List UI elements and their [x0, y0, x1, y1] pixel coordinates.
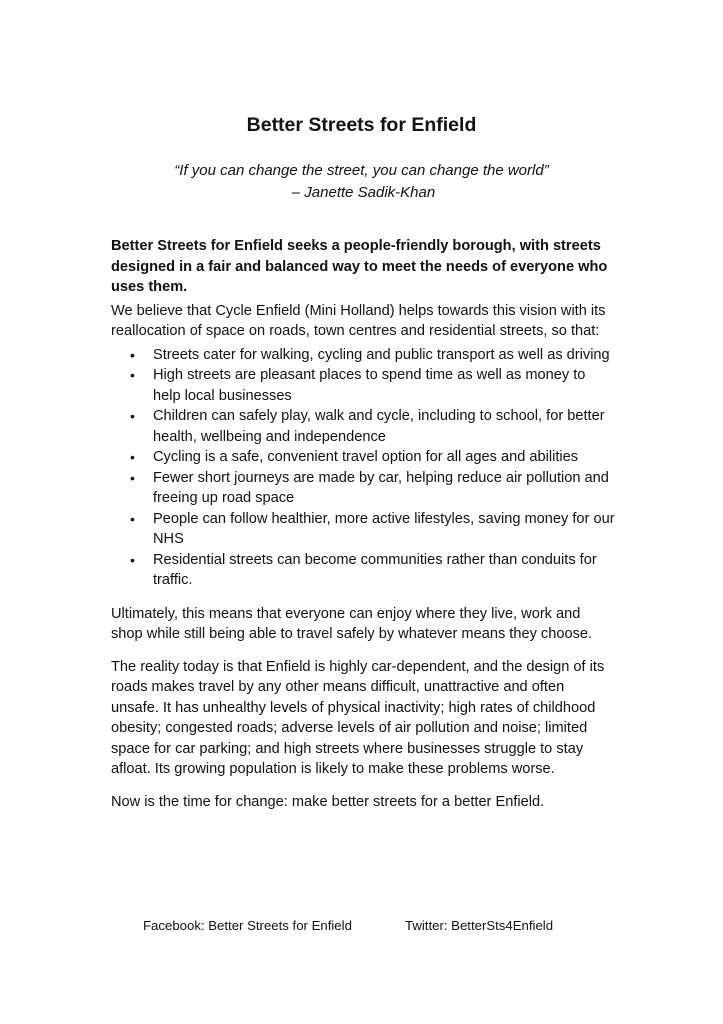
list-item-text: Residential streets can become communities rather than conduits for traffic. — [153, 551, 597, 588]
list-item — [111, 509, 616, 550]
list-item-text: High streets are pleasant places to spend time as well as money to help local businesses — [153, 367, 586, 404]
list-item-text: Fewer short journeys are made by car, helping reduce air pollution and freeing up road space — [153, 469, 609, 506]
bullet-icon: • — [130, 346, 135, 363]
list-item — [111, 550, 616, 591]
twitter-handle: Twitter: BetterSts4Enfield — [405, 918, 554, 933]
bullet-icon: • — [130, 510, 135, 527]
vision-bullet-list — [111, 345, 616, 591]
reality-paragraph: The reality today is that Enfield is highly car-dependent, and the design of its roads makes travel by any other means difficult, unattractive and often unsafe. It has unhealthy levels of physical inactivity; high rates of childhood obesity; congested roads; adverse levels of air pollution and noise; limited space for car parking; and high streets where businesses struggle to stay afloat. Its growing population is likely to make these problems worse. — [111, 658, 605, 777]
bullet-icon: • — [130, 449, 135, 465]
call-to-action-paragraph: Now is the time for change: make better streets for a better Enfield. — [111, 793, 545, 810]
document-body — [111, 236, 616, 815]
bullet-icon: • — [130, 367, 135, 383]
list-item — [111, 406, 616, 447]
list-item-text: Children can safely play, walk and cycle, including to school, for better health, wellbeing and independence — [153, 408, 605, 445]
document-title: Better Streets for Enfield — [246, 114, 477, 136]
list-item — [111, 365, 616, 406]
bullet-icon: • — [130, 408, 135, 424]
quote-text: “If you can change the street, you can change the world” — [174, 162, 549, 179]
intro-paragraph: We believe that Cycle Enfield (Mini Holland) helps towards this vision with its reallocation of space on roads, town centres and residential streets, so that: — [111, 302, 606, 339]
quote-block — [0, 160, 723, 204]
list-item — [111, 345, 616, 366]
outcome-paragraph: Ultimately, this means that everyone can enjoy where they live, work and shop while still being able to travel safely by whatever means they choose. — [111, 605, 593, 642]
list-item — [111, 447, 616, 468]
quote-author: – Janette Sadik-Khan — [291, 184, 436, 201]
list-item-text: Cycling is a safe, convenient travel option for all ages and abilities — [153, 449, 579, 465]
list-item — [111, 468, 616, 509]
facebook-handle: Facebook: Better Streets for Enfield — [143, 918, 352, 933]
lead-statement: Better Streets for Enfield seeks a people-friendly borough, with streets designed in a fair and balanced way to meet the needs of everyone who uses them. — [111, 238, 608, 295]
bullet-icon: • — [130, 551, 135, 568]
list-item-text: Streets cater for walking, cycling and public transport as well as driving — [153, 346, 610, 363]
list-item-text: People can follow healthier, more active lifestyles, saving money for our NHS — [153, 510, 615, 547]
bullet-icon: • — [130, 469, 135, 486]
